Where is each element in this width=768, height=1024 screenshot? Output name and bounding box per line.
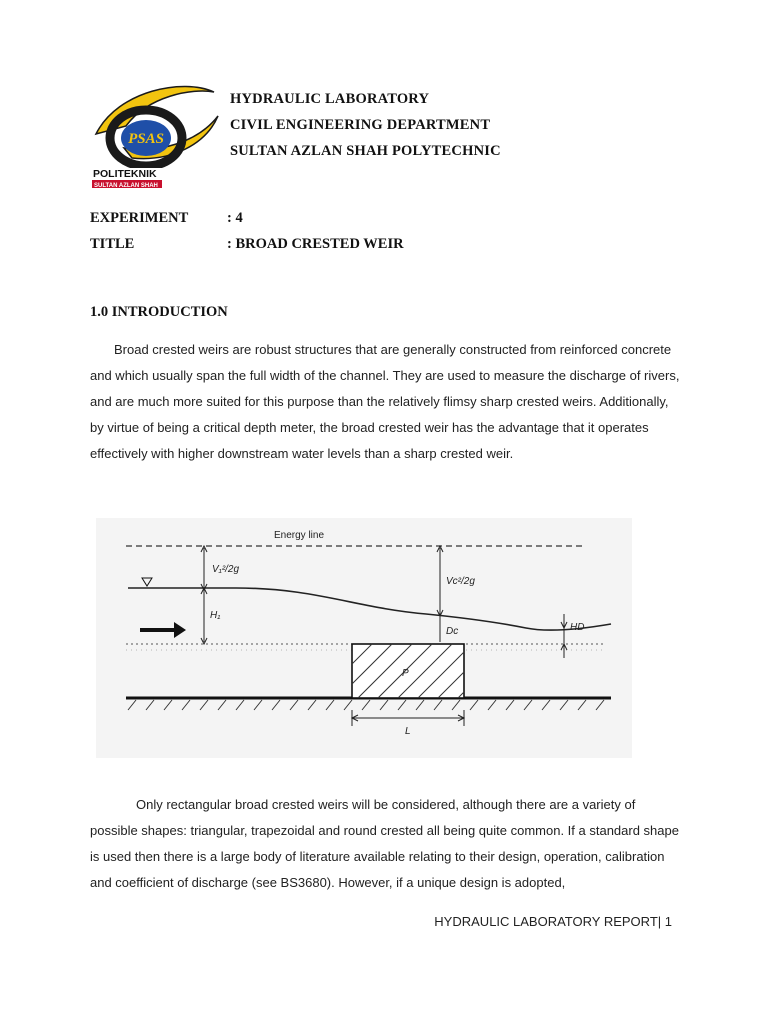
intro-paragraph-2: Only rectangular broad crested weirs will be considered, although there are a variety of possible shapes: triangular, trapezoidal and round crested all being quite common. If a standard shape is used then there is a large body of literature available relating to their design, operation, calibration and coefficient of discharge (see BS3680). However, if a unique design is adopted, (90, 797, 679, 890)
header-line-1: HYDRAULIC LABORATORY (230, 91, 430, 107)
logo-subname: SULTAN AZLAN SHAH (94, 183, 158, 189)
label-hd: HD (570, 622, 585, 633)
label-l: L (405, 726, 411, 737)
header-line-2: CIVIL ENGINEERING DEPARTMENT (230, 117, 491, 133)
title-value: : BROAD CRESTED WEIR (227, 236, 404, 252)
experiment-value: : 4 (227, 210, 243, 226)
logo-emblem-text: PSAS (128, 131, 164, 147)
intro-paragraph-1: Broad crested weirs are robust structures that are generally constructed from reinforced concrete and which usually span the full width of the channel. They are used to measure the discharge of rivers, and are much more suited for this purpose than the relatively flimsy sharp crested weirs. Additionally, by virtue of being a critical depth meter, the broad crested weir has the advantage that it operates effectively with higher downstream water levels than a sharp crested weir. (90, 342, 680, 461)
title-label: TITLE (90, 236, 135, 252)
logo-name: POLITEKNIK (93, 168, 157, 180)
broad-crested-weir-diagram (96, 518, 632, 758)
politeknik-logo (88, 82, 224, 192)
label-energy-line: Energy line (274, 530, 325, 541)
label-v1: V₁²/2g (212, 564, 240, 575)
label-vc: Vc²/2g (446, 576, 475, 587)
experiment-label: EXPERIMENT (90, 210, 189, 226)
header-line-3: SULTAN AZLAN SHAH POLYTECHNIC (230, 143, 501, 159)
page-footer: HYDRAULIC LABORATORY REPORT| 1 (434, 914, 672, 929)
label-dc: Dc (446, 626, 459, 637)
section-heading: 1.0 INTRODUCTION (90, 304, 228, 320)
label-p: P (402, 668, 409, 679)
label-h1: H₁ (210, 610, 221, 621)
